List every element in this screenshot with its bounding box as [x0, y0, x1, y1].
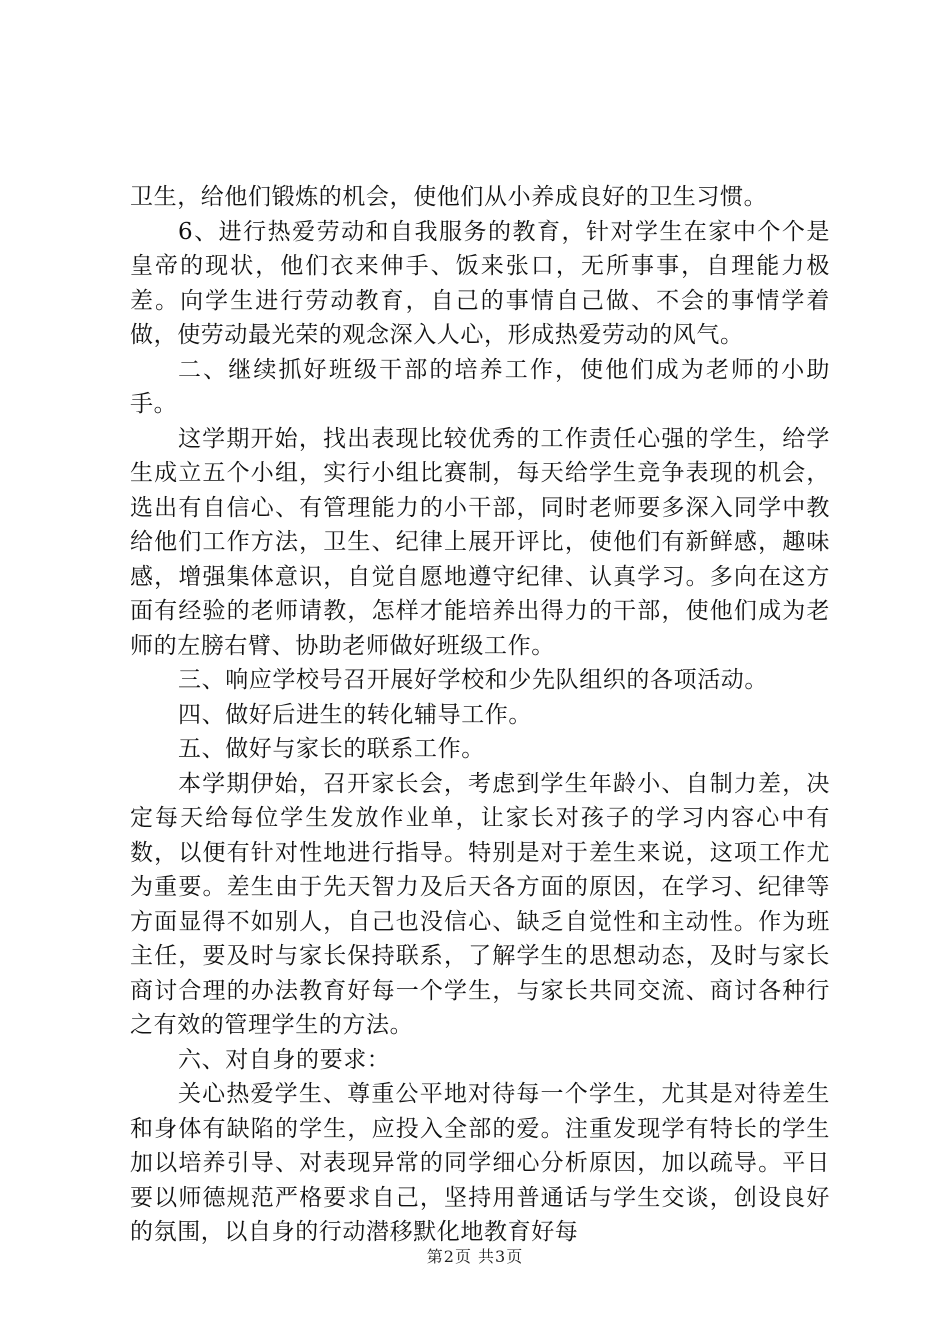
paragraph-continuation: 卫生，给他们锻炼的机会，使他们从小养成良好的卫生习惯。	[130, 184, 768, 210]
page-number-label: 第2页 共3页	[426, 1247, 524, 1266]
paragraph-item-6-labor-education: 6、进行热爱劳动和自我服务的教育，针对学生在家中个个是皇帝的现状，他们衣来伸手、饭来张口，无所事事，自理能力极差。向学生进行劳动教育，自己的事情自己做、不会的事情学着做，使劳动最光荣的观念深入人心，形成热爱劳动的风气。	[130, 218, 830, 348]
heading-section-6: 六、对自身的要求：	[178, 1046, 391, 1073]
heading-section-4: 四、做好后进生的转化辅导工作。	[178, 701, 532, 728]
paragraph-self-requirements: 关心热爱学生、尊重公平地对待每一个学生，尤其是对待差生和身体有缺陷的学生，应投入全部的爱。注重发现学有特长的学生加以培养引导、对表现异常的同学细心分析原因，加以疏导。平日要以师德规范严格要求自己，坚持用普通话与学生交谈，创设良好的氛围，以自身的行动潜移默化地教育好每	[130, 1081, 830, 1245]
heading-section-3: 三、响应学校号召开展好学校和少先队组织的各项活动。	[178, 667, 768, 693]
paragraph-class-cadres: 这学期开始，找出表现比较优秀的工作责任心强的学生，给学生成立五个小组，实行小组比赛制，每天给学生竞争表现的机会，选出有自信心、有管理能力的小干部，同时老师要多深入同学中教给他们工作方法，卫生、纪律上展开评比，使他们有新鲜感，趣味感，增强集体意识，自觉自愿地遵守纪律、认真学习。多向在这方面有经验的老师请教，怎样才能培养出得力的干部，使他们成为老师的左膀右臂、协助老师做好班级工作。	[130, 425, 830, 659]
paragraph-parent-contact: 本学期伊始，召开家长会，考虑到学生年龄小、自制力差，决定每天给每位学生发放作业单，让家长对孩子的学习内容心中有数，以便有针对性地进行指导。特别是对于差生来说，这项工作尤为重要。差生由于先天智力及后天各方面的原因，在学习、纪律等方面显得不如别人，自己也没信心、缺乏自觉性和主动性。作为班主任，要及时与家长保持联系，了解学生的思想动态，及时与家长商讨合理的办法教育好每一个学生，与家长共同交流、商讨各种行之有效的管理学生的方法。	[130, 770, 830, 1038]
page-footer	[0, 1244, 950, 1267]
document-body	[130, 180, 830, 1250]
heading-section-2: 二、继续抓好班级干部的培养工作，使他们成为老师的小助手。	[130, 356, 830, 417]
heading-section-5: 五、做好与家长的联系工作。	[178, 736, 485, 762]
